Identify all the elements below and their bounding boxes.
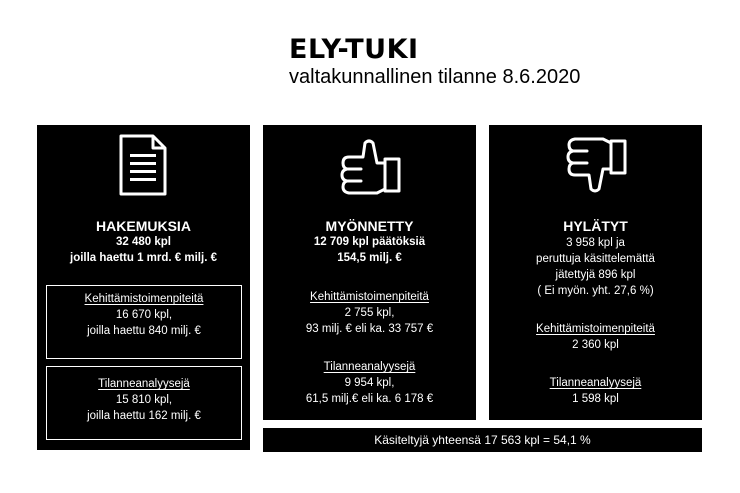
situation-analyses-box — [46, 366, 242, 440]
granted-development-count: 2 755 kpl, — [344, 307, 395, 319]
rejected-heading: HYLÄTYT — [563, 218, 628, 234]
rejected-panel — [489, 125, 702, 420]
granted-heading: MYÖNNETTY — [325, 218, 414, 234]
granted-analyses-count: 9 954 kpl, — [344, 377, 395, 389]
applications-count: 32 480 kpl — [116, 236, 171, 248]
processed-total-bar: Käsiteltyjä yhteensä 17 563 kpl = 54,1 % — [263, 428, 702, 452]
development-measures-amount: joilla haettu 840 milj. € — [87, 325, 201, 337]
granted-analyses-title: Tilanneanalyysejä — [323, 361, 416, 373]
thumbs-up-icon — [339, 137, 403, 199]
granted-development-amount: 93 milj. € eli ka. 33 757 € — [305, 323, 434, 335]
granted-development-title: Kehittämistoimenpiteitä — [310, 291, 429, 303]
granted-panel — [263, 125, 476, 420]
applications-amount: joilla haettu 1 mrd. € milj. € — [70, 252, 217, 264]
granted-analyses-amount: 61,5 milj.€ eli ka. 6 178 € — [305, 393, 434, 405]
granted-amount: 154,5 milj. € — [337, 252, 402, 264]
development-measures-title: Kehittämistoimenpiteitä — [84, 293, 204, 305]
rejected-count: 3 958 kpl ja — [566, 237, 625, 249]
development-measures-count: 16 670 kpl, — [115, 309, 173, 321]
development-measures-box — [46, 285, 242, 359]
document-icon — [119, 134, 167, 196]
rejected-percentage: ( Ei myön. yht. 27,6 %) — [537, 285, 654, 297]
page-title: ELY-TUKI — [289, 34, 419, 65]
granted-decisions: 12 709 kpl päätöksiä — [313, 236, 426, 248]
rejected-analyses-count: 1 598 kpl — [572, 393, 619, 405]
situation-analyses-amount: joilla haettu 162 milj. € — [87, 410, 201, 422]
applications-panel — [37, 125, 250, 450]
rejected-development-title: Kehittämistoimenpiteitä — [536, 323, 655, 335]
rejected-analyses-title: Tilanneanalyysejä — [549, 377, 642, 389]
thumbs-down-icon — [565, 133, 629, 195]
rejected-development-count: 2 360 kpl — [572, 339, 619, 351]
situation-analyses-count: 15 810 kpl, — [115, 394, 173, 406]
applications-heading: HAKEMUKSIA — [96, 218, 191, 234]
rejected-withdrawn: peruttuja käsittelemättä — [536, 253, 655, 265]
rejected-unprocessed: jätettyjä 896 kpl — [555, 269, 636, 281]
situation-analyses-title: Tilanneanalyysejä — [98, 378, 190, 390]
page-subtitle: valtakunnallinen tilanne 8.6.2020 — [289, 66, 581, 88]
